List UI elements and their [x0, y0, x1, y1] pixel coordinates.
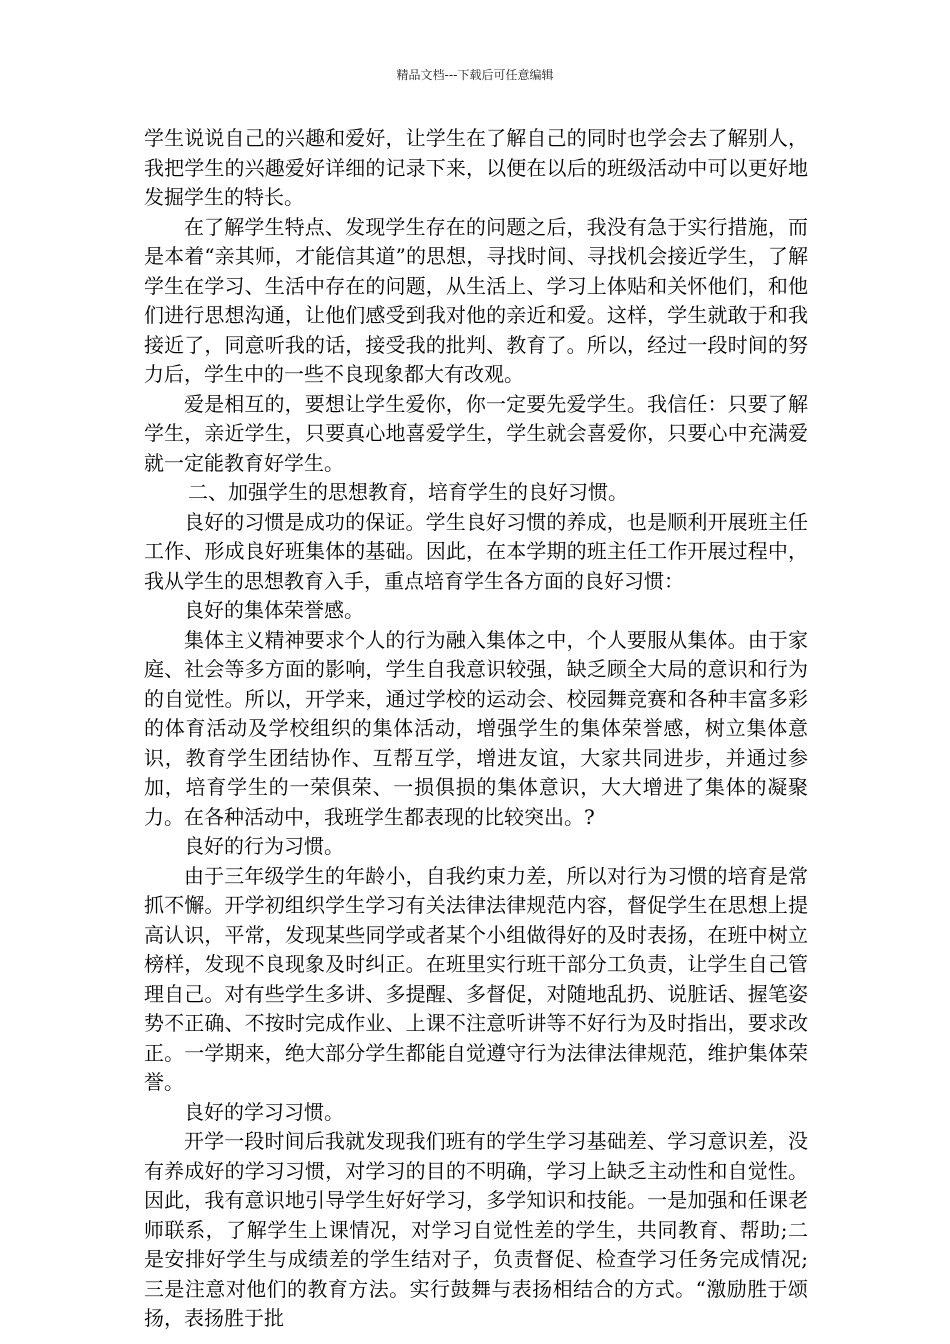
page-header: 精品文档---下载后可任意编辑 [396, 68, 554, 82]
paragraph-1: 学生说说自己的兴趣和爱好，让学生在了解自己的同时也学会去了解别人，我把学生的兴趣爱好详细的记录下来，以便在以后的班级活动中可以更好地发掘学生的特长。 [144, 126, 808, 209]
subheading-behavior-habits: 良好的行为习惯。 [184, 834, 344, 858]
subheading-collective-honor: 良好的集体荣誉感。 [184, 598, 364, 622]
paragraph-2: 在了解学生特点、发现学生存在的问题之后，我没有急于实行措施，而是本着“亲其师，才能信其道”的思想，寻找时间、寻找机会接近学生，了解学生在学习、生活中存在的问题，从生活上、学习上体贴和关怀他们，和他们进行思想沟通，让他们感受到我对他的亲近和爱。这样，学生就敢于和我接近了，同意听我的话，接受我的批判、教育了。所以，经过一段时间的努力后，学生中的一些不良现象都大有改观。 [144, 214, 808, 386]
paragraph-7: 开学一段时间后我就发现我们班有的学生学习基础差、学习意识差，没有养成好的学习习惯，对学习的目的不明确，学习上缺乏主动性和自觉性。因此，我有意识地引导学生好好学习，多学知识和技能。一是加强和任课老师联系，了解学生上课情况，对学习自觉性差的学生，共同教育、帮助;二是安排好学生与成绩差的学生结对子，负责督促、检查学习任务完成情况;三是注意对他们的教育方法。实行鼓舞与表扬相结合的方式。“激励胜于颂扬，表扬胜于批 [144, 1129, 808, 1330]
document-body [144, 124, 808, 1334]
subheading-study-habits: 良好的学习习惯。 [184, 1099, 344, 1124]
paragraph-5: 集体主义精神要求个人的行为融入集体之中，个人要服从集体。由于家庭、社会等多方面的影响，学生自我意识较强，缺乏顾全大局的意识和行为的自觉性。所以，开学来，通过学校的运动会、校园舞竞赛和各种丰富多彩的体育活动及学校组织的集体活动，增强学生的集体荣誉感，树立集体意识，教育学生团结协作、互帮互学，增进友谊，大家共同进步，并通过参加，培育学生的一荣俱荣、一损俱损的集体意识，大大增进了集体的凝聚力。在各种活动中，我班学生都表现的比较突出。? [144, 627, 808, 829]
section-heading: 二、加强学生的思想教育，培育学生的良好习惯。 [188, 480, 628, 504]
paragraph-4: 良好的习惯是成功的保证。学生良好习惯的养成，也是顺利开展班主任工作、形成良好班集体的基础。因此，在本学期的班主任工作开展过程中，我从学生的思想教育入手，重点培育学生各方面的良好习惯： [144, 509, 808, 593]
paragraph-6: 由于三年级学生的年龄小，自我约束力差，所以对行为习惯的培育是常抓不懈。开学初组织学生学习有关法律法律规范内容，督促学生在思想上提高认识，平常，发现某些同学或者某个小组做得好的及时表扬，在班中树立榜样，发现不良现象及时纠正。在班里实行班干部分工负责，让学生自己管理自己。对有些学生多讲、多提醒、多督促，对随地乱扔、说脏话、握笔姿势不正确、不按时完成作业、上课不注意听讲等不好行为及时指出，要求改正。一学期来，绝大部分学生都能自觉遵守行为法律法律规范，维护集体荣誉。 [144, 863, 808, 1094]
paragraph-3: 爱是相互的，要想让学生爱你，你一定要先爱学生。我信任：只要了解学生，亲近学生，只要真心地喜爱学生，学生就会喜爱你，只要心中充满爱就一定能教育好学生。 [144, 391, 808, 475]
